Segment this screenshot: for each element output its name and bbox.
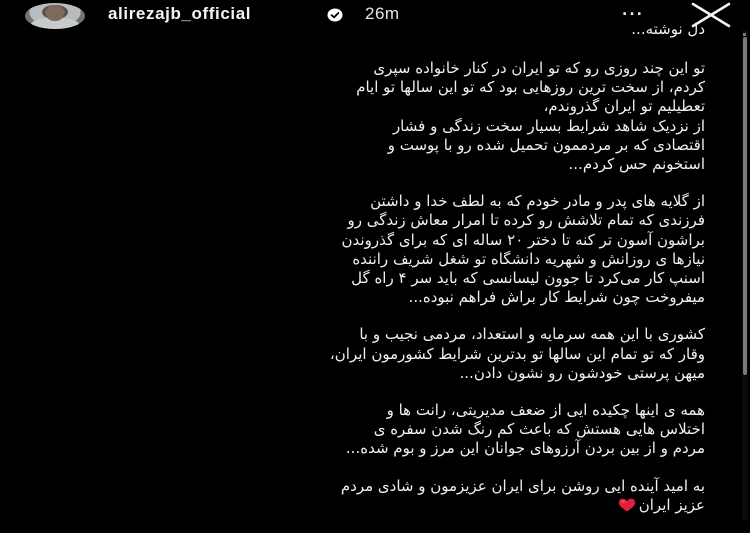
text-line-with-heart [5, 496, 705, 515]
text-line: میهن پرستی خودشون رو نشون دادن... [459, 363, 705, 382]
scrollbar-cap [743, 33, 746, 36]
text-line: کشوری با این همه سرمایه و استعداد، مردمی نجیب و با [359, 325, 705, 344]
text-line: نیازها ی روزانش و شهریه دانشگاه تو شغل شریف راننده [352, 249, 705, 268]
red-heart-icon [618, 498, 636, 512]
post-title: دل نوشته... [631, 20, 705, 38]
avatar-face [46, 5, 64, 21]
text-line: اسنپ کار می‌کرد تا جوون لیسانسی که باید سر ۴ راه گل [351, 269, 705, 288]
paragraph-3 [5, 325, 705, 383]
text-line: مردم و از بین بردن آرزوهای جوانان این مرز و بوم شده... [345, 439, 705, 458]
text-fragment: عزیز ایران [638, 495, 705, 514]
text-line: فرزندی که تمام تلاشش رو کرده تا امرار معاش زندگی رو [347, 211, 705, 230]
scrollbar-thumb[interactable] [743, 37, 747, 375]
text-line: از نزدیک شاهد شرایط بسیار سخت زندگی و فشار [392, 116, 705, 135]
text-line: براشون آسون تر کنه تا دختر ۲۰ ساله ای که برای گذروندن [341, 230, 705, 249]
text-line: کردم، از سخت ترین روزهایی بود که تو این سالها تو ایام [356, 78, 705, 97]
text-line: تعطیلیم تو ایران گذروندم، [543, 97, 705, 116]
paragraph-1 [5, 59, 705, 174]
text-line: اقتصادی که بر مردممون تحمیل شده رو با پوست و [387, 135, 705, 154]
username-link[interactable]: alirezajb_official [108, 4, 252, 23]
text-line: اختلاس هایی هستش که باعث کم رنگ شدن سفره ی [373, 420, 705, 439]
paragraph-5 [5, 477, 705, 515]
text-line: تو این چند روزی رو که تو ایران در کنار خانواده سپری [373, 59, 705, 77]
paragraph-4 [5, 401, 705, 459]
paragraph-2 [5, 192, 705, 307]
text-line: از گلایه های پدر و مادر خودم که به لطف خدا و داشتن [370, 192, 705, 211]
text-line: میفروخت چون شرایط کار براش فراهم نبوده... [408, 288, 705, 307]
text-line: استخونم حس کردم... [568, 155, 705, 174]
story-text [5, 20, 705, 533]
post-time: 26m [365, 4, 400, 23]
text-line: به امید آینده ایی روشن برای ایران عزیزمون و شادی مردم [340, 476, 705, 495]
ellipsis-icon: ... [622, 3, 644, 19]
text-line: همه ی اینها چکیده ایی از ضعف مدیریتی، رانت ها و [386, 401, 705, 420]
text-line: وقار که تو تمام این سالها تو بدترین شرایط کشورمون ایران، [329, 344, 705, 363]
